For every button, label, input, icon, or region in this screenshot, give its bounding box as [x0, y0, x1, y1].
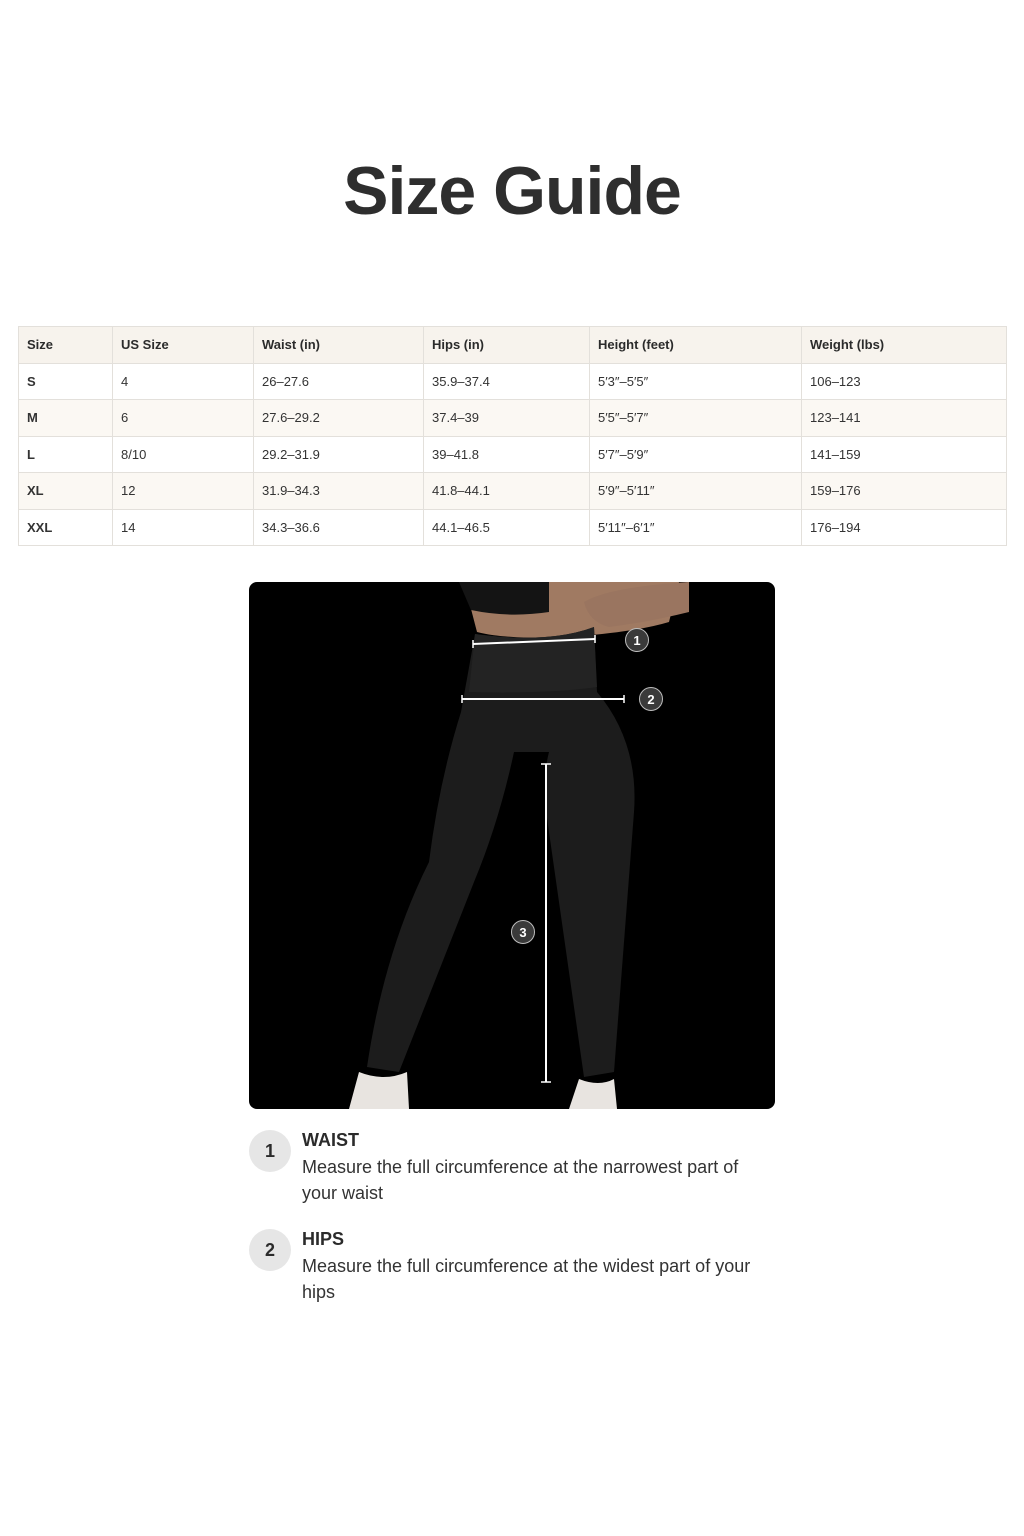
cell-hips: 41.8–44.1 [424, 473, 590, 510]
cell-height: 5′9″–5′11″ [590, 473, 802, 510]
waist-marker: 1 [625, 628, 649, 652]
hips-marker: 2 [639, 687, 663, 711]
cell-waist: 29.2–31.9 [254, 436, 424, 473]
legend-item-waist [249, 1130, 779, 1210]
table-row [19, 400, 1007, 437]
leggings-illustration [249, 582, 775, 1109]
legend-description: Measure the full circumference at the widest part of your hips [302, 1256, 751, 1302]
number-badge: 2 [249, 1229, 291, 1271]
cell-weight: 123–141 [802, 400, 1007, 437]
cell-hips: 44.1–46.5 [424, 509, 590, 546]
number-badge: 1 [249, 1130, 291, 1172]
header-size: Size [19, 327, 113, 364]
cell-height: 5′7″–5′9″ [590, 436, 802, 473]
cell-us-size: 6 [113, 400, 254, 437]
cell-weight: 159–176 [802, 473, 1007, 510]
cell-weight: 176–194 [802, 509, 1007, 546]
cell-waist: 27.6–29.2 [254, 400, 424, 437]
cell-size: M [19, 400, 113, 437]
table-row [19, 436, 1007, 473]
cell-waist: 31.9–34.3 [254, 473, 424, 510]
cell-us-size: 12 [113, 473, 254, 510]
cell-size: S [19, 363, 113, 400]
cell-us-size: 14 [113, 509, 254, 546]
cell-size: XL [19, 473, 113, 510]
cell-us-size: 4 [113, 363, 254, 400]
cell-weight: 106–123 [802, 363, 1007, 400]
size-chart-table [18, 326, 1007, 546]
cell-waist: 26–27.6 [254, 363, 424, 400]
cell-hips: 39–41.8 [424, 436, 590, 473]
cell-height: 5′5″–5′7″ [590, 400, 802, 437]
cell-size: XXL [19, 509, 113, 546]
cell-hips: 35.9–37.4 [424, 363, 590, 400]
page-title: Size Guide [343, 153, 681, 229]
legend-label: HIPS [302, 1229, 345, 1249]
cell-hips: 37.4–39 [424, 400, 590, 437]
cell-weight: 141–159 [802, 436, 1007, 473]
header-weight: Weight (lbs) [802, 327, 1007, 364]
table-header-row [19, 327, 1007, 364]
legend-label: WAIST [302, 1130, 359, 1150]
cell-height: 5′3″–5′5″ [590, 363, 802, 400]
leggings-measurement-photo [249, 582, 775, 1109]
table-row [19, 509, 1007, 546]
header-waist: Waist (in) [254, 327, 424, 364]
header-height: Height (feet) [590, 327, 802, 364]
cell-us-size: 8/10 [113, 436, 254, 473]
table-row [19, 363, 1007, 400]
cell-size: L [19, 436, 113, 473]
legend-item-hips [249, 1229, 779, 1309]
legend-description: Measure the full circumference at the narrowest part of your waist [302, 1157, 739, 1203]
header-hips: Hips (in) [424, 327, 590, 364]
table-row [19, 473, 1007, 510]
cell-height: 5′11″–6′1″ [590, 509, 802, 546]
cell-waist: 34.3–36.6 [254, 509, 424, 546]
inseam-marker: 3 [511, 920, 535, 944]
header-us-size: US Size [113, 327, 254, 364]
